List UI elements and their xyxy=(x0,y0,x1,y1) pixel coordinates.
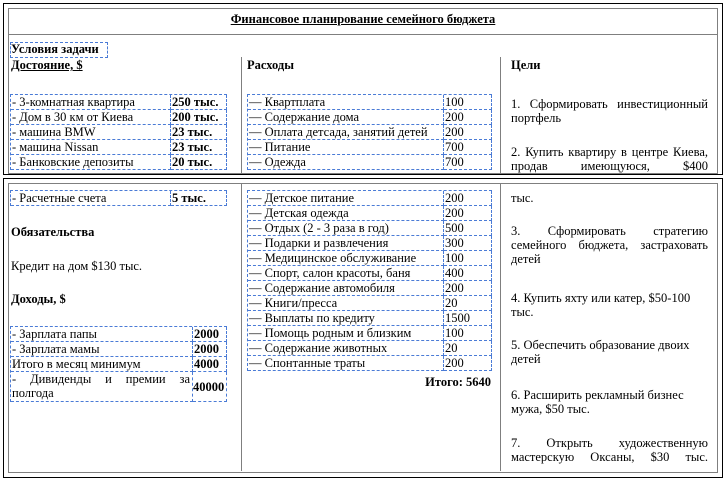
table-row xyxy=(11,155,227,170)
income-label: - Дивиденды и премии за полгода xyxy=(11,372,193,402)
asset-label: - машина Nissan xyxy=(11,140,171,155)
assets-table-continued xyxy=(10,190,227,206)
expense-value: 700 xyxy=(444,155,492,170)
expense-label: — Медицинское обслуживание xyxy=(248,251,444,266)
expense-value: 20 xyxy=(444,296,492,311)
title-divider xyxy=(8,34,718,35)
asset-value: 23 тыс. xyxy=(171,125,227,140)
goal-3: 3. Сформировать стратегию семейного бюджета, застраховать детей xyxy=(511,224,708,266)
table-row xyxy=(248,155,492,170)
expense-value: 200 xyxy=(444,125,492,140)
assets-header: Достояние, $ xyxy=(11,58,83,72)
expense-label: — Содержание животных xyxy=(248,341,444,356)
page-1 xyxy=(3,3,723,175)
expense-value: 700 xyxy=(444,140,492,155)
column-divider-1 xyxy=(241,183,242,471)
expenses-table-continued xyxy=(247,190,492,371)
table-row xyxy=(11,110,227,125)
expense-value: 100 xyxy=(444,251,492,266)
table-row xyxy=(248,311,492,326)
table-row xyxy=(248,281,492,296)
expense-label: — Квартплата xyxy=(248,95,444,110)
expense-label: — Детская одежда xyxy=(248,206,444,221)
expense-value: 20 xyxy=(444,341,492,356)
table-row xyxy=(11,342,227,357)
asset-value: 20 тыс. xyxy=(171,155,227,170)
section-title: Условия задачи xyxy=(11,42,99,56)
expense-label: — Помощь родным и близким xyxy=(248,326,444,341)
table-row xyxy=(248,341,492,356)
table-row xyxy=(11,95,227,110)
expense-value: 200 xyxy=(444,191,492,206)
expenses-table xyxy=(247,94,492,170)
income-table xyxy=(10,326,227,402)
expense-label: — Спонтанные траты xyxy=(248,356,444,371)
expense-value: 200 xyxy=(444,356,492,371)
expense-label: — Одежда xyxy=(248,155,444,170)
table-row xyxy=(248,125,492,140)
goal-6: 6. Расширить рекламный бизнес мужа, $50 тыс. xyxy=(511,388,684,416)
document-title: Финансовое планирование семейного бюджета xyxy=(230,12,496,26)
asset-value: 23 тыс. xyxy=(171,140,227,155)
income-label: - Зарплата мамы xyxy=(11,342,193,357)
expense-label: — Питание xyxy=(248,140,444,155)
table-row xyxy=(248,326,492,341)
table-row xyxy=(11,372,227,402)
expense-label: — Содержание дома xyxy=(248,110,444,125)
table-row xyxy=(248,110,492,125)
table-row xyxy=(248,251,492,266)
expense-label: — Подарки и развлечения xyxy=(248,236,444,251)
expense-value: 100 xyxy=(444,95,492,110)
table-row xyxy=(248,296,492,311)
expense-label: — Книги/пресса xyxy=(248,296,444,311)
goal-2: 2. Купить квартиру в центре Киева, продав имеющуюся, $400 xyxy=(511,145,708,173)
expense-label: — Детское питание xyxy=(248,191,444,206)
income-value: 2000 xyxy=(193,327,227,342)
column-divider-2 xyxy=(500,57,501,174)
goal-5: 5. Обеспечить образование двоих детей xyxy=(511,338,690,366)
table-row xyxy=(11,327,227,342)
page-2 xyxy=(3,178,723,478)
goal-7: 7. Открыть художественную мастерскую Оксаны, $30 тыс. xyxy=(511,436,708,464)
asset-label: - Банковские депозиты xyxy=(11,155,171,170)
expense-label: — Содержание автомобиля xyxy=(248,281,444,296)
asset-value: 5 тыс. xyxy=(171,191,227,206)
table-row xyxy=(11,191,227,206)
table-row xyxy=(248,221,492,236)
assets-table xyxy=(10,94,227,170)
table-row xyxy=(248,266,492,281)
asset-label: - 3-комнатная квартира xyxy=(11,95,171,110)
income-label: Итого в месяц минимум xyxy=(11,357,193,372)
goal-2-continued: тыс. xyxy=(511,191,534,205)
table-row xyxy=(11,140,227,155)
expenses-header: Расходы xyxy=(247,58,295,72)
column-divider-1 xyxy=(241,57,242,174)
expense-value: 500 xyxy=(444,221,492,236)
credit-text: Кредит на дом $130 тыс. xyxy=(11,259,143,273)
table-row xyxy=(248,95,492,110)
expense-value: 100 xyxy=(444,326,492,341)
income-title: Доходы, $ xyxy=(11,292,66,306)
income-label: - Зарплата папы xyxy=(11,327,193,342)
liabilities-title: Обязательства xyxy=(11,225,95,239)
column-divider-2 xyxy=(500,183,501,471)
table-row xyxy=(248,140,492,155)
table-row xyxy=(248,191,492,206)
table-row xyxy=(248,236,492,251)
expense-value: 1500 xyxy=(444,311,492,326)
asset-label: - машина BMW xyxy=(11,125,171,140)
expense-label: — Оплата детсада, занятий детей xyxy=(248,125,444,140)
expense-label: — Спорт, салон красоты, баня xyxy=(248,266,444,281)
expense-value: 200 xyxy=(444,206,492,221)
table-row xyxy=(248,356,492,371)
table-row xyxy=(11,125,227,140)
income-value: 2000 xyxy=(193,342,227,357)
expense-label: — Отдых (2 - 3 раза в год) xyxy=(248,221,444,236)
asset-value: 250 тыс. xyxy=(171,95,227,110)
income-value: 4000 xyxy=(193,357,227,372)
expense-label: — Выплаты по кредиту xyxy=(248,311,444,326)
expense-value: 400 xyxy=(444,266,492,281)
asset-label: - Расчетные счета xyxy=(11,191,171,206)
asset-value: 200 тыс. xyxy=(171,110,227,125)
goal-1: 1. Сформировать инвестиционный портфель xyxy=(511,97,708,125)
expenses-total: Итого: 5640 xyxy=(425,375,491,389)
expense-value: 300 xyxy=(444,236,492,251)
goals-header: Цели xyxy=(511,58,541,72)
expense-value: 200 xyxy=(444,281,492,296)
goal-4: 4. Купить яхту или катер, $50-100 тыс. xyxy=(511,291,691,319)
asset-label: - Дом в 30 км от Киева xyxy=(11,110,171,125)
expense-value: 200 xyxy=(444,110,492,125)
table-row xyxy=(11,357,227,372)
income-value: 40000 xyxy=(193,372,227,402)
table-row xyxy=(248,206,492,221)
